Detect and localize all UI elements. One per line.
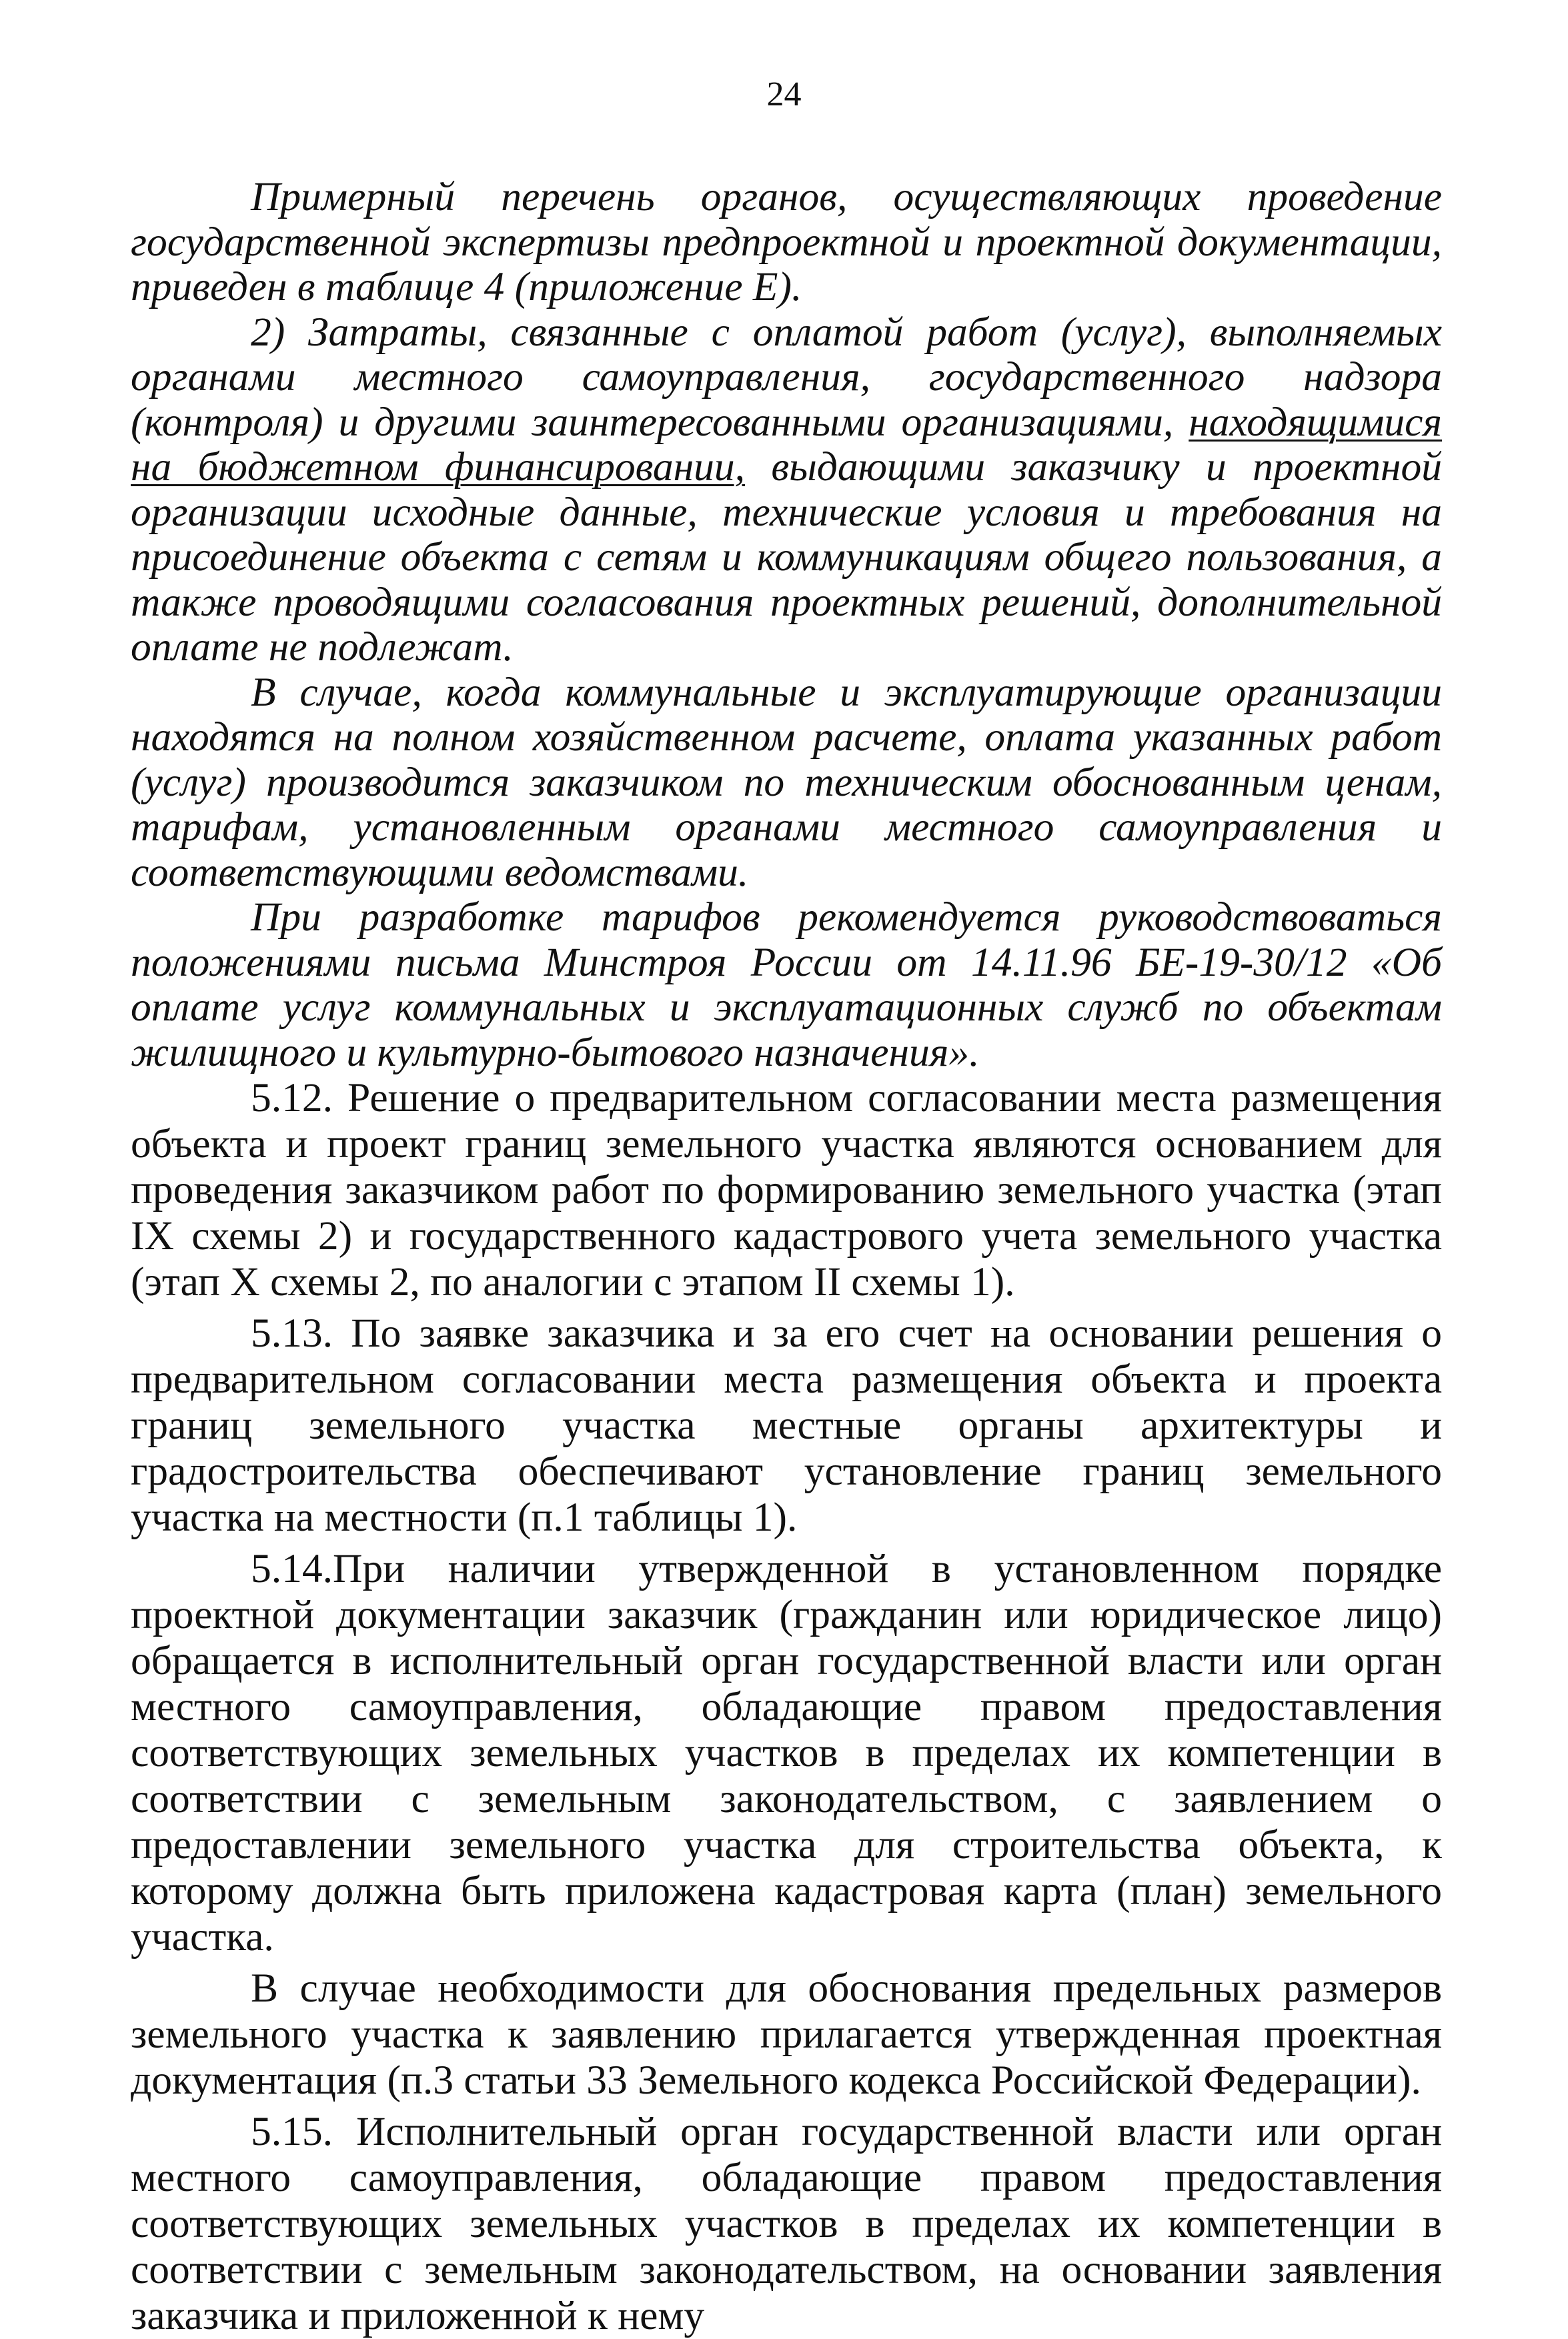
- document-body: [131, 175, 1442, 2339]
- page-number: 24: [766, 75, 802, 113]
- paragraph-5-12: 5.12. Решение о предварительном согласовании места размещения объекта и проект границ земельного участка являются основанием для проведения заказчиком работ по формированию земельного участка (этап IX схемы 2) и государственного кадастрового учета земельного участка (этап X схемы 2, по аналогии с этапом II схемы 1).: [131, 1075, 1442, 1305]
- paragraph-utilities-payment: В случае, когда коммунальные и эксплуатирующие организации находятся на полном хозяйственном расчете, оплата указанных работ (услуг) производится заказчиком по техническим обоснованным ценам, тарифам, установленным органами местного самоуправления и соответствующими ведомствами.: [131, 669, 1442, 895]
- paragraph-5-13: 5.13. По заявке заказчика и за его счет на основании решения о предварительном согласовании места размещения объекта и проекта границ земельного участка местные органы архитектуры и градостроительства обеспечивают установление границ земельного участка на местности (п.1 таблицы 1).: [131, 1311, 1442, 1540]
- paragraph-costs-text-end: выдающими заказчику и проектной организации исходные данные, технические условия и требования на присоединение объекта с сетям и коммуникациям общего пользования, а также проводящими согласования проектных решений, дополнительной оплате не подлежат.: [131, 444, 1442, 670]
- paragraph-5-14: 5.14.При наличии утвержденной в установленном порядке проектной документации заказчик (гражданин или юридическое лицо) обращается в исполнительный орган государственной власти или орган местного самоуправления, обладающие правом предоставления соответствующих земельных участков в пределах их компетенции в соответствии с земельным законодательством, с заявлением о предоставлении земельного участка для строительства объекта, к которому должна быть приложена кадастровая карта (план) земельного участка.: [131, 1546, 1442, 1960]
- paragraph-costs-text-start: 2) Затраты, связанные с оплатой работ (услуг), выполняемых органами местного самоуправления, государственного надзора (контроля) и другими заинтересованными организациями,: [131, 309, 1442, 445]
- paragraph-5-15: 5.15. Исполнительный орган государственной власти или орган местного самоуправления, обладающие правом предоставления соответствующих земельных участков в пределах их компетенции в соответствии с земельным законодательством, на основании заявления заказчика и приложенной к нему: [131, 2109, 1442, 2338]
- paragraph-tariffs: При разработке тарифов рекомендуется руководствоваться положениями письма Минстроя России от 14.11.96 БЕ-19-30/12 «Об оплате услуг коммунальных и эксплуатационных служб по объектам жилищного и культурно-бытового назначения».: [131, 894, 1442, 1075]
- paragraph-land-size: В случае необходимости для обоснования предельных размеров земельного участка к заявлению прилагается утвержденная проектная документация (п.3 статьи 33 Земельного кодекса Российской Федерации).: [131, 1966, 1442, 2103]
- paragraph-expertise-list: Примерный перечень органов, осуществляющих проведение государственной экспертизы предпроектной и проектной документации, приведен в таблице 4 (приложение Е).: [131, 174, 1442, 309]
- underlined-budget-funding: находящимися на бюджетном финансировании,: [131, 399, 1442, 490]
- paragraph-costs-services: [131, 310, 1442, 670]
